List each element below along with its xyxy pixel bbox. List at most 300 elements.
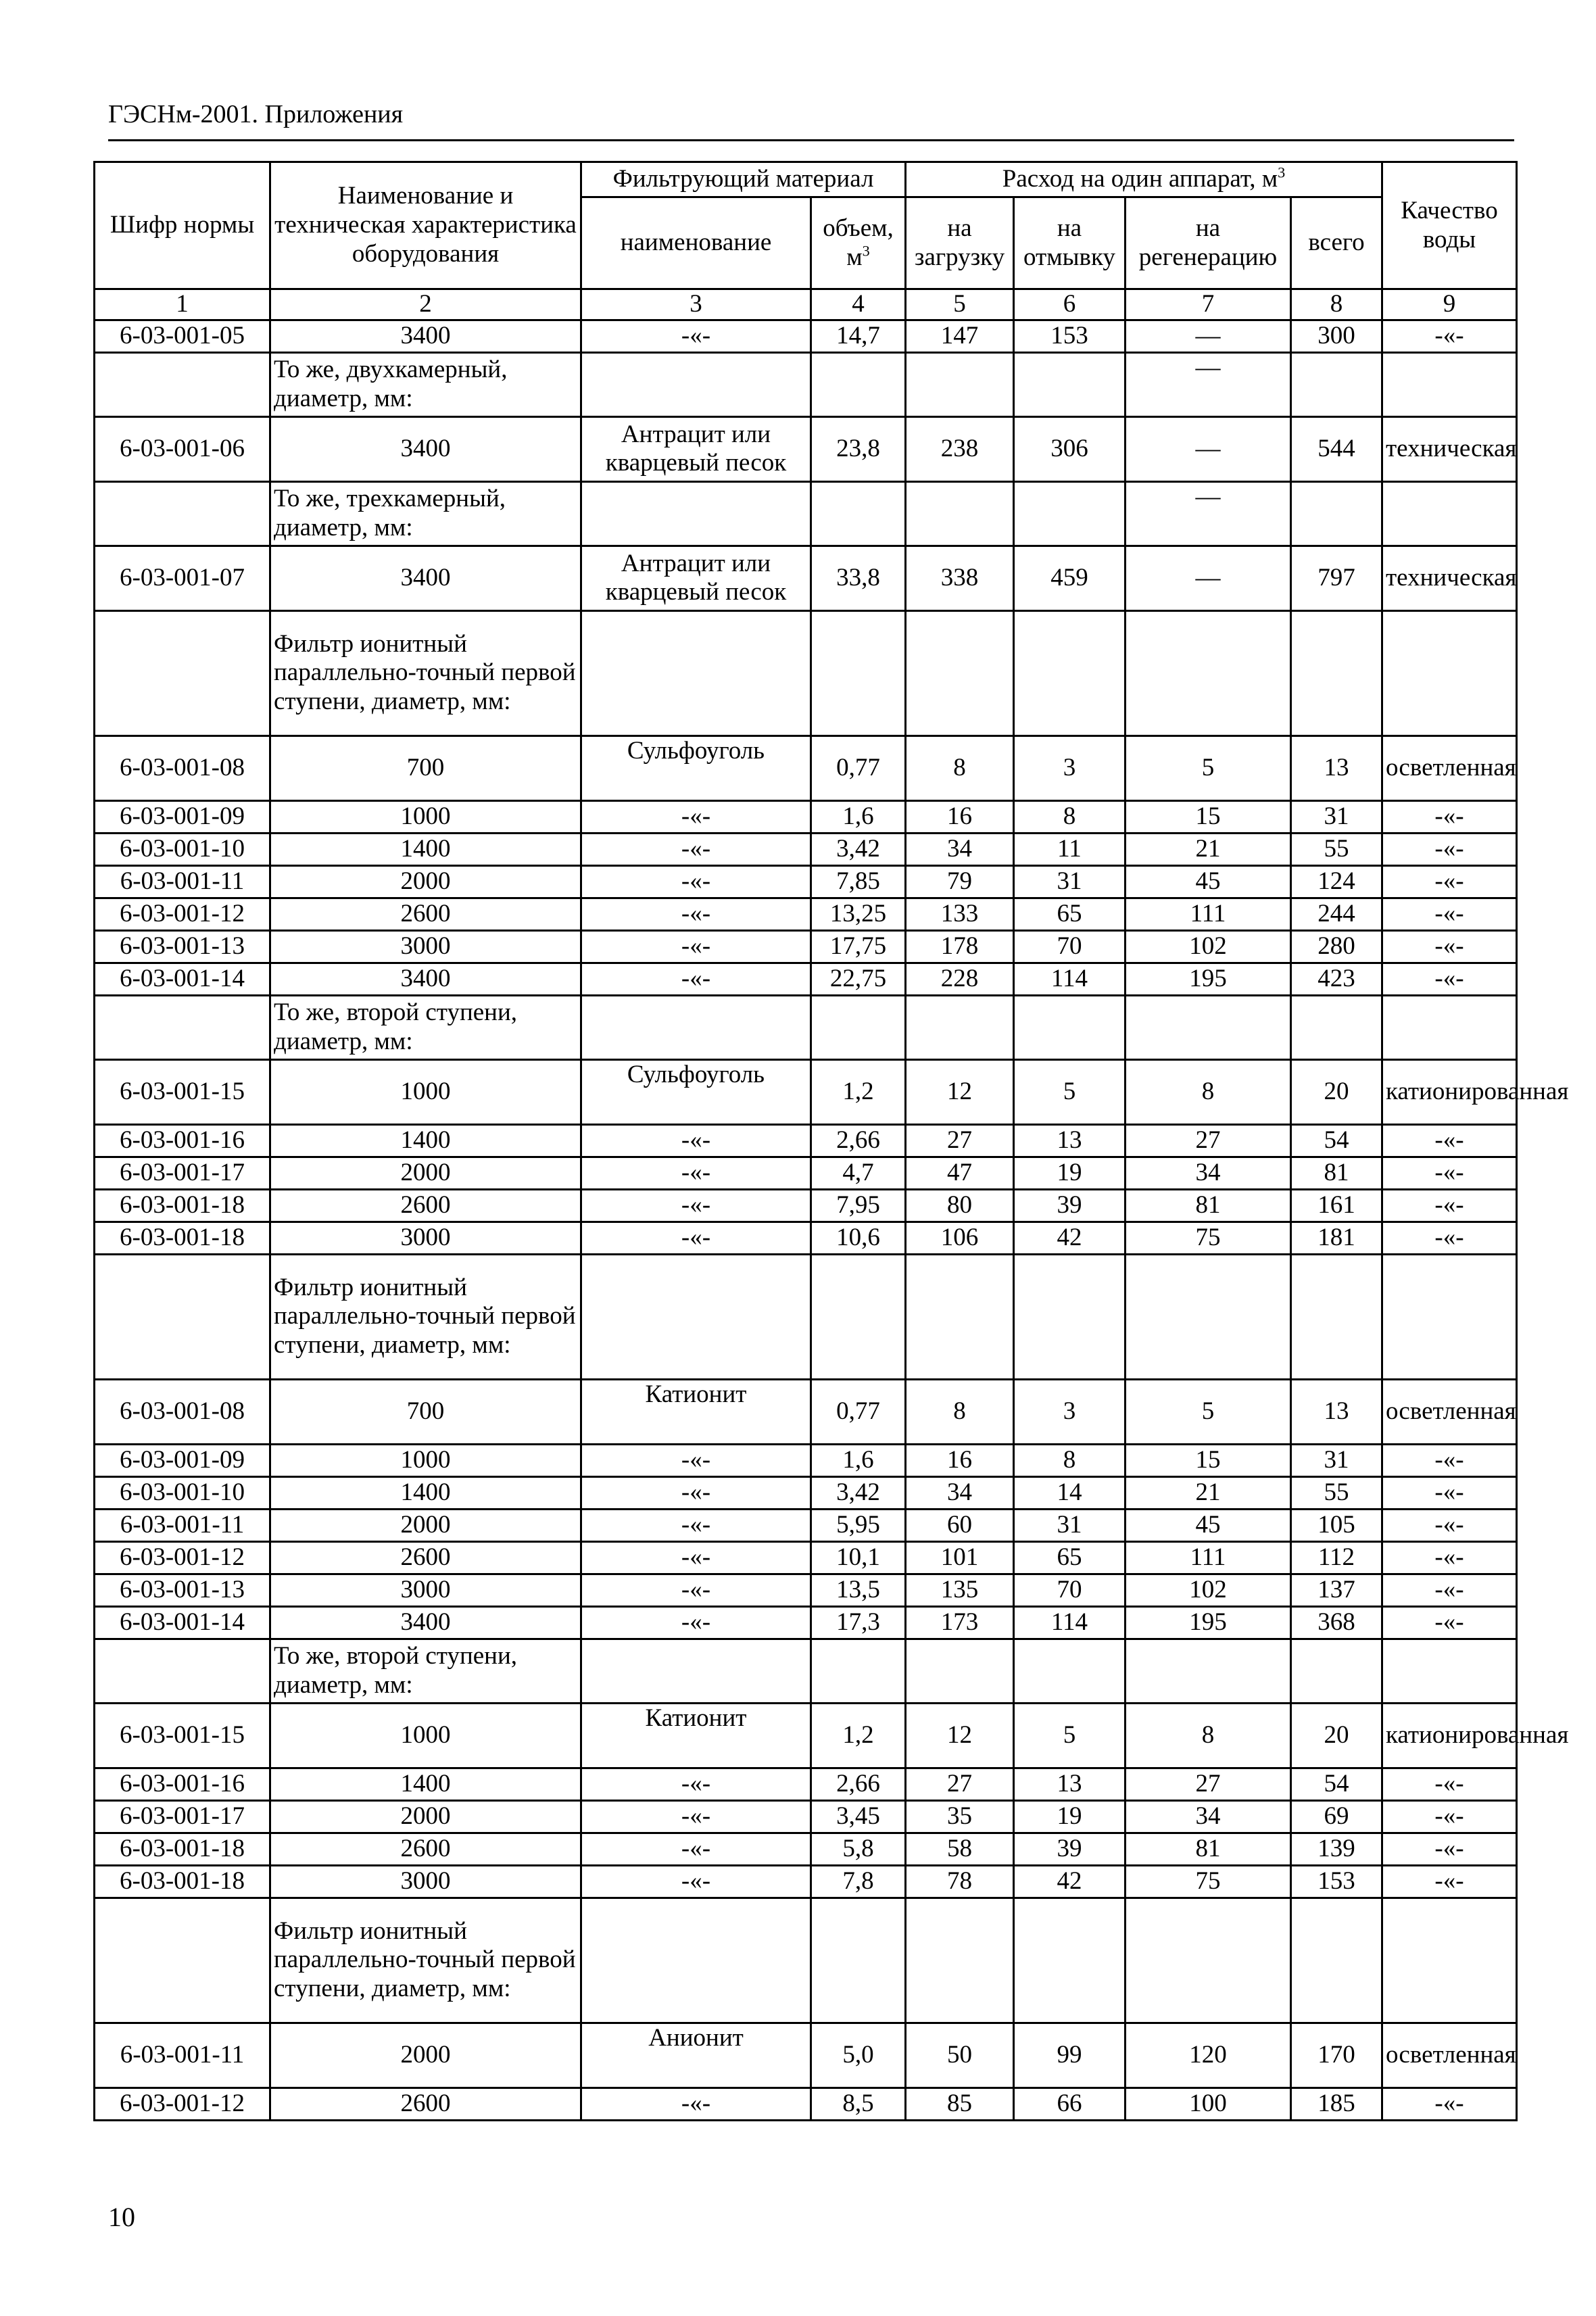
flow-regen: 21 [1126, 1476, 1291, 1509]
flow-load: 16 [906, 800, 1014, 833]
diameter: 3400 [270, 416, 581, 481]
flow-load: 173 [906, 1606, 1014, 1639]
water-quality: -«- [1382, 1800, 1517, 1833]
water-quality: -«- [1382, 898, 1517, 930]
norm-code: 6-03-001-17 [95, 1157, 270, 1189]
section-heading-row [95, 481, 1517, 546]
filter-material: -«- [581, 1189, 811, 1222]
empty-cell [1382, 1898, 1517, 2023]
flow-total: 181 [1291, 1222, 1382, 1254]
flow-regen: 100 [1126, 2088, 1291, 2120]
flow-wash: 31 [1014, 865, 1126, 898]
empty-cell [95, 1639, 270, 1703]
norm-code: 6-03-001-13 [95, 1574, 270, 1606]
section-heading: То же, двухкамерный, диаметр, мм: [270, 352, 581, 416]
water-quality: -«- [1382, 1833, 1517, 1865]
empty-cell [1126, 995, 1291, 1059]
empty-cell [581, 1639, 811, 1703]
flow-regen: 27 [1126, 1124, 1291, 1157]
empty-cell [811, 1639, 906, 1703]
col-group-filter: Фильтрующий материал [581, 162, 906, 197]
diameter: 3000 [270, 930, 581, 963]
diameter: 700 [270, 735, 581, 800]
flow-regen: — [1126, 320, 1291, 352]
flow-total: 280 [1291, 930, 1382, 963]
flow-wash: 42 [1014, 1222, 1126, 1254]
table-body [95, 320, 1569, 2120]
flow-load: 228 [906, 963, 1014, 995]
diameter: 1400 [270, 1476, 581, 1509]
norm-code: 6-03-001-11 [95, 2023, 270, 2088]
flow-wash: 459 [1014, 546, 1126, 610]
norm-code: 6-03-001-11 [95, 865, 270, 898]
flow-load: 85 [906, 2088, 1014, 2120]
col-header-filter-volume-sup: 3 [862, 242, 870, 260]
filter-volume: 17,75 [811, 930, 906, 963]
flow-wash: 65 [1014, 898, 1126, 930]
table-row [95, 2088, 1517, 2120]
flow-regen: 75 [1126, 1222, 1291, 1254]
filter-volume: 1,2 [811, 1059, 906, 1124]
col-number: 3 [581, 289, 811, 320]
flow-wash: 114 [1014, 963, 1126, 995]
flow-load: 8 [906, 1379, 1014, 1444]
empty-cell [581, 995, 811, 1059]
empty-cell [906, 352, 1014, 416]
diameter: 1000 [270, 800, 581, 833]
col-header-code: Шифр нормы [95, 162, 270, 289]
empty-cell [95, 610, 270, 735]
flow-wash: 13 [1014, 1768, 1126, 1800]
flow-wash: 31 [1014, 1509, 1126, 1541]
table-row [95, 898, 1517, 930]
flow-regen: 5 [1126, 1379, 1291, 1444]
filter-volume: 10,6 [811, 1222, 906, 1254]
table-row [95, 865, 1517, 898]
flow-load: 60 [906, 1509, 1014, 1541]
flow-wash: 70 [1014, 930, 1126, 963]
empty-cell [95, 352, 270, 416]
norm-code: 6-03-001-12 [95, 898, 270, 930]
filter-volume: 2,66 [811, 1124, 906, 1157]
empty-cell [1014, 1254, 1126, 1379]
flow-wash: 70 [1014, 1574, 1126, 1606]
filter-volume: 5,95 [811, 1509, 906, 1541]
flow-regen: 75 [1126, 1865, 1291, 1898]
filter-volume: 33,8 [811, 546, 906, 610]
filter-volume: 1,2 [811, 1703, 906, 1768]
flow-load: 27 [906, 1124, 1014, 1157]
norm-code: 6-03-001-05 [95, 320, 270, 352]
section-heading: То же, второй ступени, диаметр, мм: [270, 1639, 581, 1703]
section-heading: Фильтр ионитный параллельно-точный первой ступени, диаметр, мм: [270, 1254, 581, 1379]
flow-wash: 153 [1014, 320, 1126, 352]
empty-cell [811, 1254, 906, 1379]
page-number: 10 [108, 2202, 135, 2232]
flow-total: 31 [1291, 800, 1382, 833]
diameter: 3400 [270, 546, 581, 610]
flow-wash: 306 [1014, 416, 1126, 481]
flow-regen: 111 [1126, 898, 1291, 930]
flow-regen: 15 [1126, 800, 1291, 833]
water-quality: -«- [1382, 320, 1517, 352]
table-row [95, 1476, 1517, 1509]
empty-cell [95, 995, 270, 1059]
filter-material: -«- [581, 1157, 811, 1189]
empty-cell [906, 481, 1014, 546]
filter-material: Антрацит или кварцевый песок [581, 416, 811, 481]
empty-cell [1014, 352, 1126, 416]
flow-wash: 3 [1014, 735, 1126, 800]
flow-total: 112 [1291, 1541, 1382, 1574]
table-row [95, 930, 1517, 963]
col-header-filter-name: наименование [581, 197, 811, 289]
flow-wash: 11 [1014, 833, 1126, 865]
filter-material: -«- [581, 1768, 811, 1800]
filter-volume: 17,3 [811, 1606, 906, 1639]
empty-cell [1126, 1254, 1291, 1379]
water-quality: -«- [1382, 1222, 1517, 1254]
flow-wash: 8 [1014, 1444, 1126, 1476]
empty-cell [1126, 610, 1291, 735]
flow-wash: 65 [1014, 1541, 1126, 1574]
norm-code: 6-03-001-09 [95, 1444, 270, 1476]
empty-cell [906, 995, 1014, 1059]
flow-wash: 5 [1014, 1703, 1126, 1768]
water-quality: -«- [1382, 833, 1517, 865]
norm-code: 6-03-001-10 [95, 1476, 270, 1509]
flow-total: 423 [1291, 963, 1382, 995]
diameter: 3000 [270, 1865, 581, 1898]
col-group-flow-sup: 3 [1278, 164, 1286, 181]
empty-cell [1126, 1639, 1291, 1703]
col-number: 8 [1291, 289, 1382, 320]
flow-regen: 102 [1126, 930, 1291, 963]
flow-total: 55 [1291, 1476, 1382, 1509]
flow-total: 161 [1291, 1189, 1382, 1222]
filter-material: -«- [581, 320, 811, 352]
norm-code: 6-03-001-18 [95, 1222, 270, 1254]
flow-wash: 19 [1014, 1800, 1126, 1833]
col-header-filter-volume-label: объем, м [823, 214, 894, 271]
norm-code: 6-03-001-17 [95, 1800, 270, 1833]
col-header-quality: Качество воды [1382, 162, 1517, 289]
empty-cell [1291, 610, 1382, 735]
flow-regen: 15 [1126, 1444, 1291, 1476]
empty-cell [906, 1898, 1014, 2023]
empty-cell [811, 1898, 906, 2023]
flow-load: 12 [906, 1703, 1014, 1768]
table-row [95, 1606, 1517, 1639]
flow-wash: 114 [1014, 1606, 1126, 1639]
col-number: 6 [1014, 289, 1126, 320]
norm-code: 6-03-001-18 [95, 1833, 270, 1865]
table-row [95, 1703, 1517, 1768]
table-row [95, 416, 1517, 481]
diameter: 1000 [270, 1059, 581, 1124]
filter-volume: 3,42 [811, 1476, 906, 1509]
flow-wash: 39 [1014, 1833, 1126, 1865]
water-quality: -«- [1382, 963, 1517, 995]
flow-total: 13 [1291, 735, 1382, 800]
section-heading-row [95, 1639, 1517, 1703]
filter-volume: 22,75 [811, 963, 906, 995]
flow-total: 54 [1291, 1124, 1382, 1157]
flow-regen: 8 [1126, 1059, 1291, 1124]
section-heading: То же, трехкамерный, диаметр, мм: [270, 481, 581, 546]
diameter: 2600 [270, 1833, 581, 1865]
water-quality: -«- [1382, 1865, 1517, 1898]
empty-cell [811, 995, 906, 1059]
table-row [95, 1189, 1517, 1222]
flow-total: 137 [1291, 1574, 1382, 1606]
col-header-name: Наименование и техническая характеристика оборудования [270, 162, 581, 289]
filter-material: -«- [581, 1800, 811, 1833]
empty-cell [811, 610, 906, 735]
section-heading: Фильтр ионитный параллельно-точный первой ступени, диаметр, мм: [270, 610, 581, 735]
flow-load: 27 [906, 1768, 1014, 1800]
water-quality: -«- [1382, 1124, 1517, 1157]
flow-total: 31 [1291, 1444, 1382, 1476]
water-quality: -«- [1382, 1606, 1517, 1639]
flow-regen: 45 [1126, 865, 1291, 898]
filter-volume: 7,85 [811, 865, 906, 898]
table-row [95, 1768, 1517, 1800]
empty-cell [1291, 995, 1382, 1059]
flow-regen: 81 [1126, 1833, 1291, 1865]
empty-cell [581, 1898, 811, 2023]
flow-wash: 14 [1014, 1476, 1126, 1509]
flow-total: 20 [1291, 1059, 1382, 1124]
filter-material: Анионит [581, 2023, 811, 2088]
water-quality: -«- [1382, 1189, 1517, 1222]
norm-code: 6-03-001-16 [95, 1768, 270, 1800]
flow-total: 300 [1291, 320, 1382, 352]
col-group-flow [906, 162, 1382, 197]
empty-cell [1382, 610, 1517, 735]
table-row [95, 1509, 1517, 1541]
norm-code: 6-03-001-08 [95, 735, 270, 800]
filter-volume: 0,77 [811, 1379, 906, 1444]
water-quality: техническая [1382, 546, 1517, 610]
filter-material: -«- [581, 865, 811, 898]
flow-regen: 21 [1126, 833, 1291, 865]
filter-volume: 13,5 [811, 1574, 906, 1606]
norm-code: 6-03-001-13 [95, 930, 270, 963]
norm-code: 6-03-001-10 [95, 833, 270, 865]
filter-volume: 23,8 [811, 416, 906, 481]
diameter: 3400 [270, 1606, 581, 1639]
section-heading-row [95, 1898, 1517, 2023]
water-quality: осветленная [1382, 2023, 1517, 2088]
water-quality: -«- [1382, 1541, 1517, 1574]
filter-material: -«- [581, 1124, 811, 1157]
filter-volume: 8,5 [811, 2088, 906, 2120]
norm-code: 6-03-001-15 [95, 1703, 270, 1768]
diameter: 3000 [270, 1222, 581, 1254]
flow-regen: 8 [1126, 1703, 1291, 1768]
norm-code: 6-03-001-11 [95, 1509, 270, 1541]
filter-volume: 7,95 [811, 1189, 906, 1222]
flow-total: 105 [1291, 1509, 1382, 1541]
table-row [95, 1157, 1517, 1189]
filter-material: -«- [581, 1444, 811, 1476]
table-row [95, 1222, 1517, 1254]
filter-volume: 1,6 [811, 800, 906, 833]
flow-regen: 34 [1126, 1157, 1291, 1189]
norms-table [93, 161, 1569, 2121]
flow-wash: 3 [1014, 1379, 1126, 1444]
flow-total: 81 [1291, 1157, 1382, 1189]
table-row [95, 963, 1517, 995]
empty-cell [811, 352, 906, 416]
flow-regen: 81 [1126, 1189, 1291, 1222]
empty-cell [1014, 995, 1126, 1059]
diameter: 1400 [270, 1124, 581, 1157]
diameter: 700 [270, 1379, 581, 1444]
section-heading-row [95, 352, 1517, 416]
flow-total: 797 [1291, 546, 1382, 610]
flow-regen: 27 [1126, 1768, 1291, 1800]
water-quality: -«- [1382, 1509, 1517, 1541]
empty-cell [1014, 1898, 1126, 2023]
empty-dash: — [1126, 352, 1291, 416]
norm-code: 6-03-001-14 [95, 1606, 270, 1639]
water-quality: -«- [1382, 930, 1517, 963]
table-row [95, 2023, 1517, 2088]
empty-cell [95, 481, 270, 546]
table-row [95, 1865, 1517, 1898]
flow-wash: 19 [1014, 1157, 1126, 1189]
flow-wash: 39 [1014, 1189, 1126, 1222]
filter-material: -«- [581, 1509, 811, 1541]
diameter: 2000 [270, 1800, 581, 1833]
col-number: 1 [95, 289, 270, 320]
section-heading-row [95, 995, 1517, 1059]
flow-load: 50 [906, 2023, 1014, 2088]
column-number-row [95, 289, 1517, 320]
filter-material: -«- [581, 1222, 811, 1254]
empty-dash: — [1126, 481, 1291, 546]
table-row [95, 1124, 1517, 1157]
filter-material: -«- [581, 1574, 811, 1606]
flow-load: 34 [906, 1476, 1014, 1509]
water-quality: катионированная [1382, 1703, 1517, 1768]
diameter: 3000 [270, 1574, 581, 1606]
diameter: 1000 [270, 1444, 581, 1476]
diameter: 2600 [270, 1189, 581, 1222]
col-number: 7 [1126, 289, 1291, 320]
water-quality: -«- [1382, 1157, 1517, 1189]
flow-load: 47 [906, 1157, 1014, 1189]
col-number: 2 [270, 289, 581, 320]
flow-total: 54 [1291, 1768, 1382, 1800]
water-quality: -«- [1382, 2088, 1517, 2120]
flow-total: 13 [1291, 1379, 1382, 1444]
flow-load: 133 [906, 898, 1014, 930]
diameter: 3400 [270, 963, 581, 995]
flow-regen: 45 [1126, 1509, 1291, 1541]
filter-material: -«- [581, 1476, 811, 1509]
diameter: 1000 [270, 1703, 581, 1768]
table-row [95, 1379, 1517, 1444]
filter-volume: 5,0 [811, 2023, 906, 2088]
flow-load: 80 [906, 1189, 1014, 1222]
table-row [95, 1059, 1517, 1124]
filter-material: -«- [581, 1833, 811, 1865]
flow-load: 16 [906, 1444, 1014, 1476]
flow-regen: 111 [1126, 1541, 1291, 1574]
filter-material: -«- [581, 1541, 811, 1574]
diameter: 3400 [270, 320, 581, 352]
diameter: 2600 [270, 1541, 581, 1574]
col-header-filter-volume [811, 197, 906, 289]
flow-load: 34 [906, 833, 1014, 865]
flow-wash: 13 [1014, 1124, 1126, 1157]
flow-total: 244 [1291, 898, 1382, 930]
water-quality: катионированная [1382, 1059, 1517, 1124]
col-group-flow-label: Расход на один аппарат, м [1002, 165, 1278, 193]
empty-cell [1382, 481, 1517, 546]
flow-wash: 5 [1014, 1059, 1126, 1124]
norm-code: 6-03-001-09 [95, 800, 270, 833]
filter-volume: 14,7 [811, 320, 906, 352]
filter-volume: 10,1 [811, 1541, 906, 1574]
filter-material: -«- [581, 2088, 811, 2120]
filter-material: -«- [581, 963, 811, 995]
norm-code: 6-03-001-12 [95, 2088, 270, 2120]
filter-material: Сульфоуголь [581, 1059, 811, 1124]
flow-total: 139 [1291, 1833, 1382, 1865]
flow-wash: 99 [1014, 2023, 1126, 2088]
flow-regen: 195 [1126, 1606, 1291, 1639]
flow-total: 55 [1291, 833, 1382, 865]
col-number: 4 [811, 289, 906, 320]
flow-total: 153 [1291, 1865, 1382, 1898]
filter-material: -«- [581, 898, 811, 930]
water-quality: техническая [1382, 416, 1517, 481]
filter-volume: 7,8 [811, 1865, 906, 1898]
table-row [95, 1800, 1517, 1833]
flow-load: 238 [906, 416, 1014, 481]
table-row [95, 833, 1517, 865]
empty-cell [1382, 995, 1517, 1059]
filter-volume: 3,42 [811, 833, 906, 865]
empty-cell [1291, 1254, 1382, 1379]
water-quality: осветленная [1382, 1379, 1517, 1444]
flow-regen: — [1126, 546, 1291, 610]
empty-cell [1014, 610, 1126, 735]
empty-cell [95, 1254, 270, 1379]
empty-cell [581, 610, 811, 735]
filter-material: -«- [581, 800, 811, 833]
filter-volume: 5,8 [811, 1833, 906, 1865]
flow-load: 101 [906, 1541, 1014, 1574]
filter-material: Катионит [581, 1379, 811, 1444]
filter-material: -«- [581, 1606, 811, 1639]
empty-cell [1382, 1254, 1517, 1379]
water-quality: -«- [1382, 1574, 1517, 1606]
flow-regen: — [1126, 416, 1291, 481]
table-row [95, 546, 1517, 610]
col-header-regen: на регенерацию [1126, 197, 1291, 289]
flow-total: 544 [1291, 416, 1382, 481]
flow-load: 338 [906, 546, 1014, 610]
table-row [95, 320, 1517, 352]
water-quality: -«- [1382, 865, 1517, 898]
filter-volume: 4,7 [811, 1157, 906, 1189]
filter-material: Сульфоуголь [581, 735, 811, 800]
